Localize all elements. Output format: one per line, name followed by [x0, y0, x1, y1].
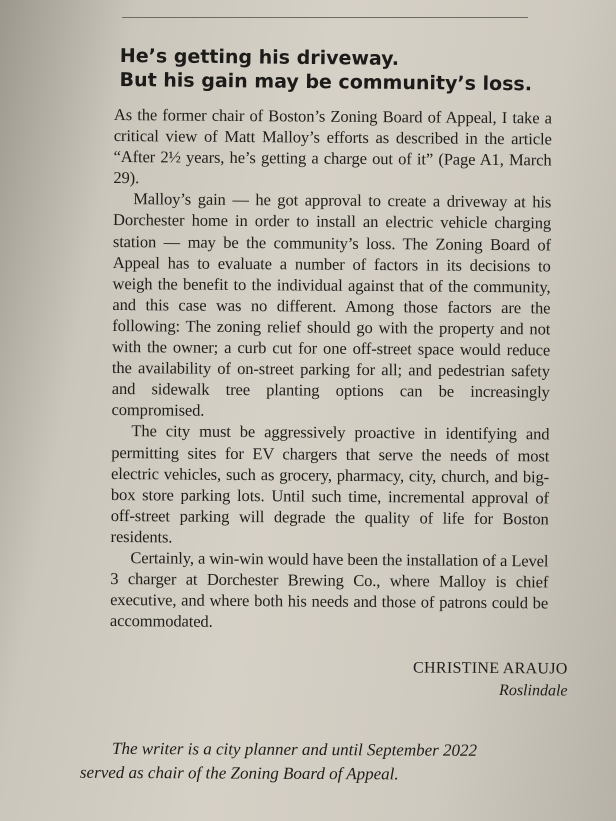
author-note-line-1: The writer is a city planner and until September 2022 [112, 738, 478, 760]
top-rule [122, 17, 528, 18]
paragraph-4: Certainly, a win-win would have been the installation of a Level 3 charger at Dorchester Brewing Co., where Malloy is chief executive, and where both his needs and those of patrons could be accommodated. [109, 548, 549, 632]
headline-line-1: He’s getting his driveway. [119, 44, 400, 70]
letter-headline [119, 44, 539, 96]
author-note-line-2: served as chair of the Zoning Board of Appeal. [79, 762, 399, 784]
letter-signature [413, 657, 568, 702]
author-location: Roslindale [499, 682, 568, 700]
paragraph-2: Malloy’s gain — he got approval to create a driveway at his Dorchester home in order to install an electric vehicle charging station — may be the community’s loss. The Zoning Board of Appeal has to evaluate a number of factors in its decisions to weigh the benefit to the individual against that of the community, and this case was no different. Among those factors are the following: The zoning relief should go with the property and not with the owner; a curb cut for one off-street space would reduce the availability of on-street parking for all; and pedestrian safety and sidewalk tree planting options can be increasingly compromised. [111, 189, 552, 421]
paragraph-3: The city must be aggressively proactive in identifying and permitting sites for EV chargers that serve the needs of most electric vehicles, such as grocery, pharmacy, city, church, and big-box store parking lots. Until such time, incremental approval of off-street parking will degrade the quality of life for Boston residents. [110, 421, 550, 547]
headline-line-2: But his gain may be community’s loss. [119, 68, 533, 96]
author-name: CHRISTINE ARAUJO [413, 659, 569, 678]
author-note [80, 737, 550, 787]
letter-body [110, 104, 552, 635]
paragraph-1: As the former chair of Boston’s Zoning Board of Appeal, I take a critical view of Matt Malloy’s efforts as described in the article “After 2½ years, he’s getting a charge out of it” (Page A1, March 29). [113, 104, 552, 188]
